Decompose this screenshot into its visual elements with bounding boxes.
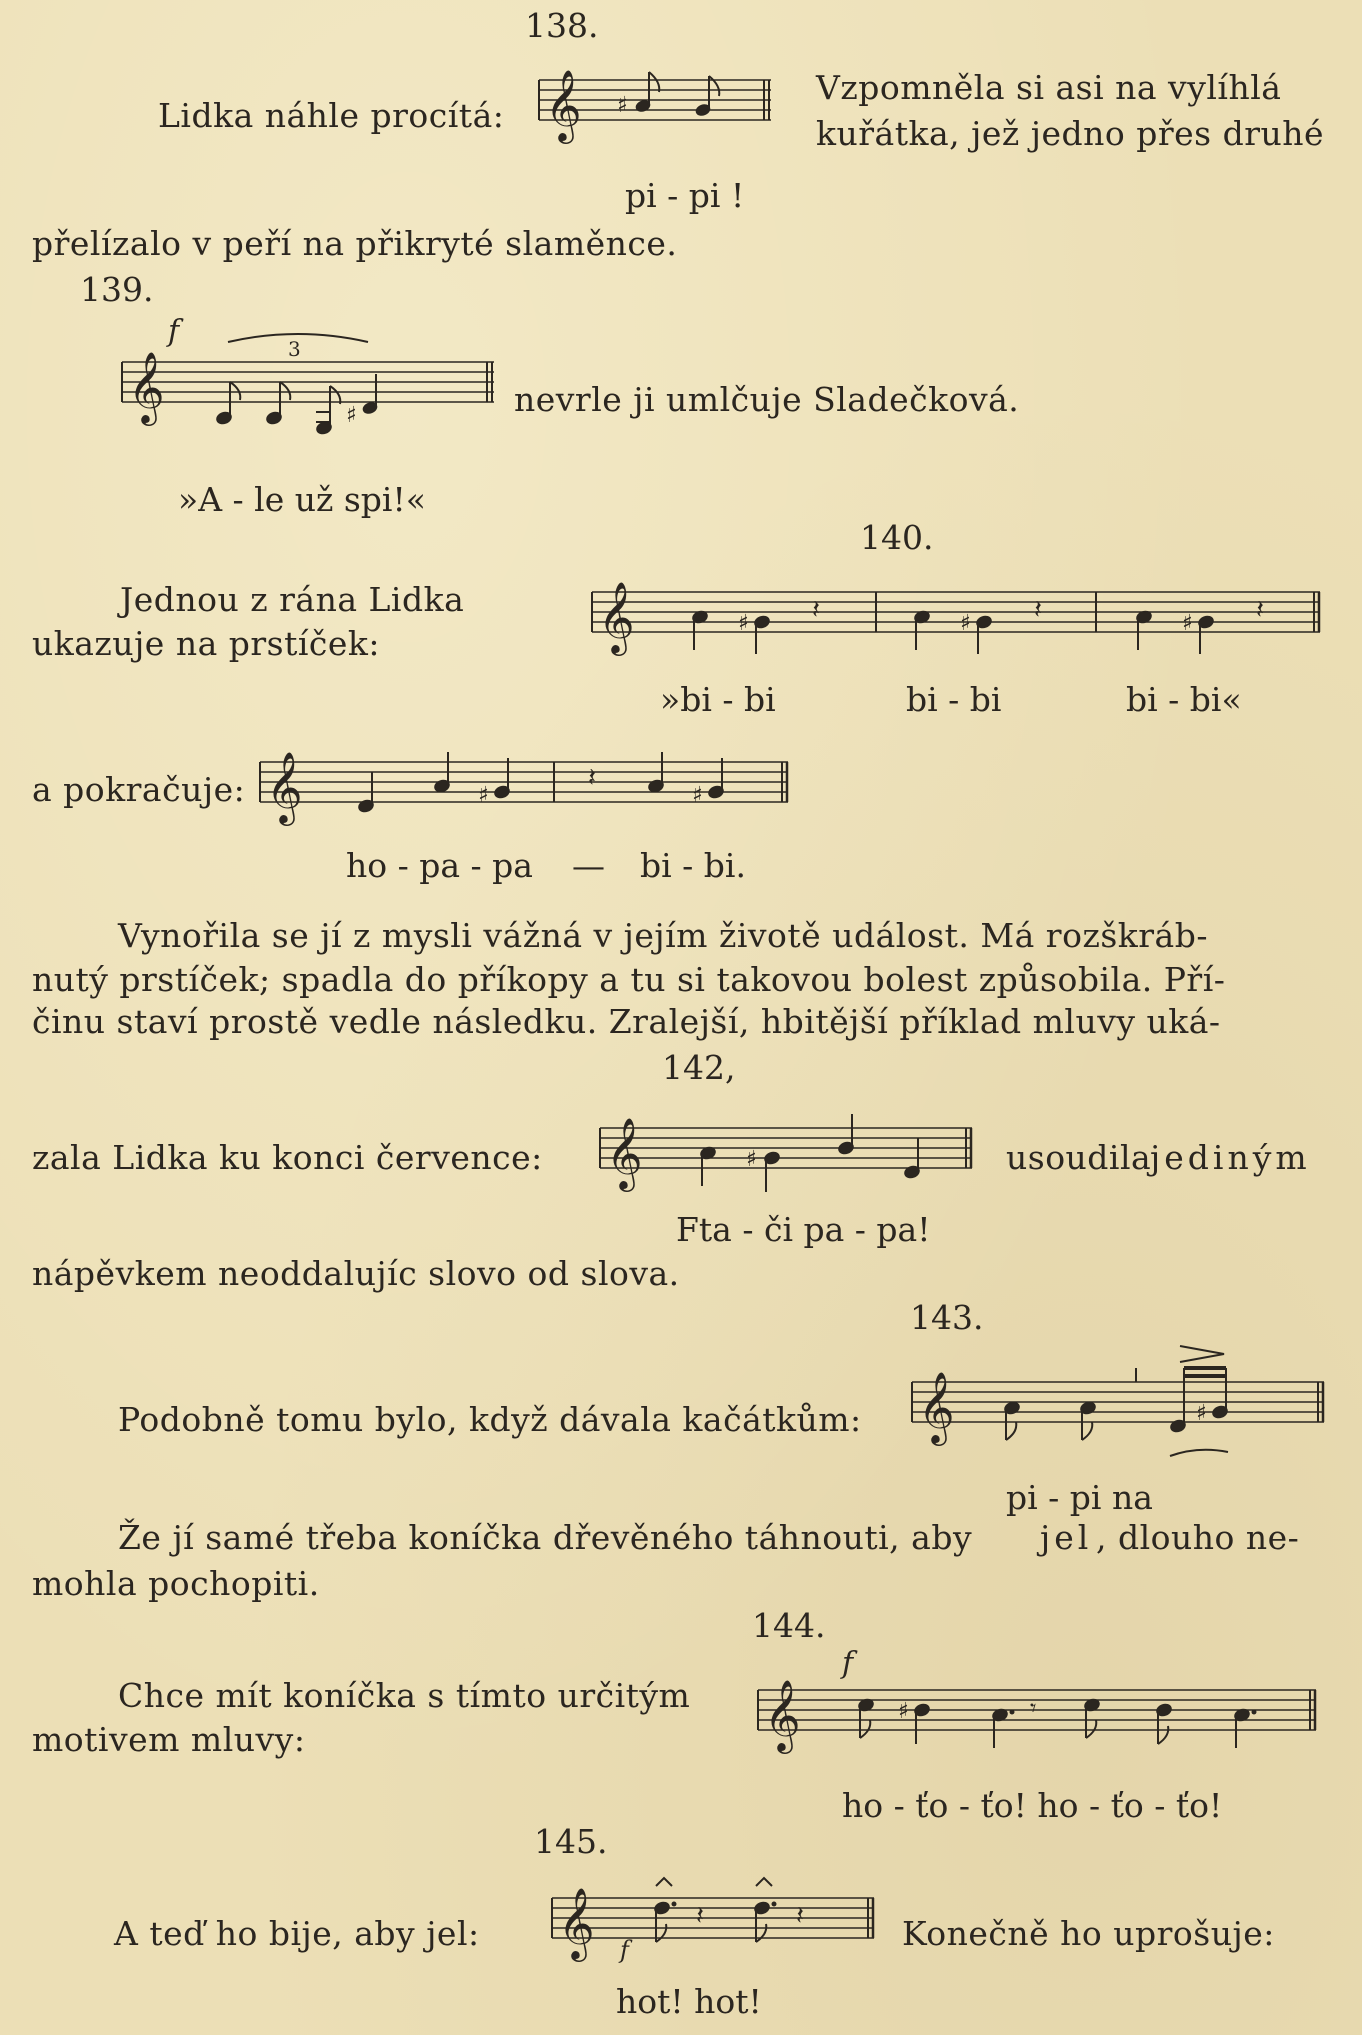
svg-text:𝄽: 𝄽 <box>1256 595 1264 625</box>
text-line: Lidka náhle procítá: <box>158 96 505 135</box>
music-staff-144 <box>754 1668 1320 1778</box>
music-staff-138 <box>535 62 775 172</box>
paragraph-line: Vynořila se jí z mysli vážná v jejím životě událost. Má rozškráb- <box>118 916 1208 955</box>
example-number-142: 142, <box>662 1048 736 1087</box>
lyric-142: Fta - či pa - pa! <box>676 1210 931 1249</box>
lyric-141a: ho - pa - pa <box>346 846 533 885</box>
text-line-spaced: jediným <box>1150 1138 1311 1177</box>
svg-text:𝄽: 𝄽 <box>588 763 596 793</box>
lyric-140b: bi - bi <box>906 680 1002 719</box>
svg-text:𝄾: 𝄾 <box>1030 1694 1037 1722</box>
lyric-138: pi - pi ! <box>625 176 745 215</box>
paragraph-line: nutý prstíček; spadla do příkopy a tu si takovou bolest způsobila. Pří- <box>32 960 1226 999</box>
example-number-143: 143. <box>910 1298 984 1337</box>
lyric-141b: — <box>572 846 605 885</box>
svg-text:𝄽: 𝄽 <box>696 1901 704 1931</box>
svg-text:𝄽: 𝄽 <box>1034 595 1042 625</box>
svg-text:♯: ♯ <box>746 1147 757 1172</box>
music-staff-142 <box>596 1106 976 1216</box>
lyric-141c: bi - bi. <box>640 846 746 885</box>
text-line: usoudila <box>1006 1138 1152 1177</box>
text-line: Podobně tomu bylo, když dávala kačátkům: <box>118 1400 862 1439</box>
example-number-138: 138. <box>525 6 599 45</box>
text-line: a pokračuje: <box>32 770 246 809</box>
svg-text:𝄽: 𝄽 <box>812 595 820 625</box>
music-staff-139 <box>118 330 498 460</box>
svg-text:𝄞: 𝄞 <box>128 350 165 423</box>
paragraph-line: činu staví prostě vedle následku. Zralejší, hbitější příklad mluvy uká- <box>32 1002 1221 1041</box>
text-line: Chce mít koníčka s tímto určitým <box>118 1676 691 1715</box>
svg-text:𝄞: 𝄞 <box>545 68 582 141</box>
svg-text:𝄞: 𝄞 <box>558 1886 595 1959</box>
text-line: Vzpomněla si asi na vylíhlá <box>816 68 1282 107</box>
example-number-144: 144. <box>752 1606 826 1645</box>
lyric-144: ho - ťo - ťo! ho - ťo - ťo! <box>842 1786 1223 1825</box>
lyric-139: »A - le už spi!« <box>178 480 426 519</box>
lyric-140a: »bi - bi <box>660 680 776 719</box>
text-line: přelízalo v peří na přikryté slaměnce. <box>32 224 678 263</box>
text-line: nevrle ji umlčuje Sladečková. <box>514 380 1020 419</box>
music-staff-143 <box>908 1336 1328 1476</box>
music-staff-140 <box>588 570 1324 680</box>
svg-text:♯: ♯ <box>1196 1401 1207 1426</box>
svg-text:♯: ♯ <box>1182 611 1193 636</box>
svg-text:f: f <box>620 1936 629 1964</box>
example-number-145: 145. <box>534 1822 608 1861</box>
text-line-spaced: jel <box>1040 1518 1093 1557</box>
text-line: Že jí samé třeba koníčka dřevěného táhnouti, aby <box>118 1518 973 1557</box>
svg-text:𝄞: 𝄞 <box>606 1116 643 1189</box>
text-line: A teď ho bije, aby jel: <box>114 1914 480 1953</box>
music-staff-141 <box>256 740 792 850</box>
svg-text:𝄞: 𝄞 <box>598 580 635 653</box>
example-number-140: 140. <box>860 518 934 557</box>
text-line: nápěvkem neoddalujíc slovo od slova. <box>32 1254 680 1293</box>
svg-text:♯: ♯ <box>960 611 971 636</box>
svg-text:♯: ♯ <box>478 783 489 808</box>
svg-text:𝄞: 𝄞 <box>918 1370 955 1443</box>
text-line: mohla pochopiti. <box>32 1564 320 1603</box>
svg-text:♯: ♯ <box>898 1699 909 1724</box>
svg-text:♯: ♯ <box>738 611 749 636</box>
dynamic-f: f <box>842 1646 854 1681</box>
svg-text:𝄞: 𝄞 <box>266 750 303 823</box>
text-line: Konečně ho uprošuje: <box>902 1914 1275 1953</box>
text-line: motivem mluvy: <box>32 1720 306 1759</box>
text-line: zala Lidka ku konci července: <box>32 1138 543 1177</box>
dynamic-f: f <box>168 314 180 349</box>
text-line: Jednou z rána Lidka <box>120 580 465 619</box>
svg-text:♯: ♯ <box>692 783 703 808</box>
example-number-139: 139. <box>80 270 154 309</box>
lyric-145: hot! hot! <box>616 1982 762 2021</box>
text-line: , dlouho ne- <box>1096 1518 1300 1557</box>
svg-text:𝄞: 𝄞 <box>764 1678 801 1751</box>
svg-text:♯: ♯ <box>346 403 357 428</box>
text-line: kuřátka, jež jedno přes druhé <box>816 114 1325 153</box>
lyric-140c: bi - bi« <box>1126 680 1242 719</box>
svg-text:3: 3 <box>288 337 301 361</box>
lyric-143: pi - pi na <box>1006 1478 1153 1517</box>
svg-text:♯: ♯ <box>617 93 628 118</box>
music-staff-145 <box>548 1866 878 1986</box>
text-line: ukazuje na prstíček: <box>32 624 381 663</box>
svg-text:𝄽: 𝄽 <box>796 1901 804 1931</box>
